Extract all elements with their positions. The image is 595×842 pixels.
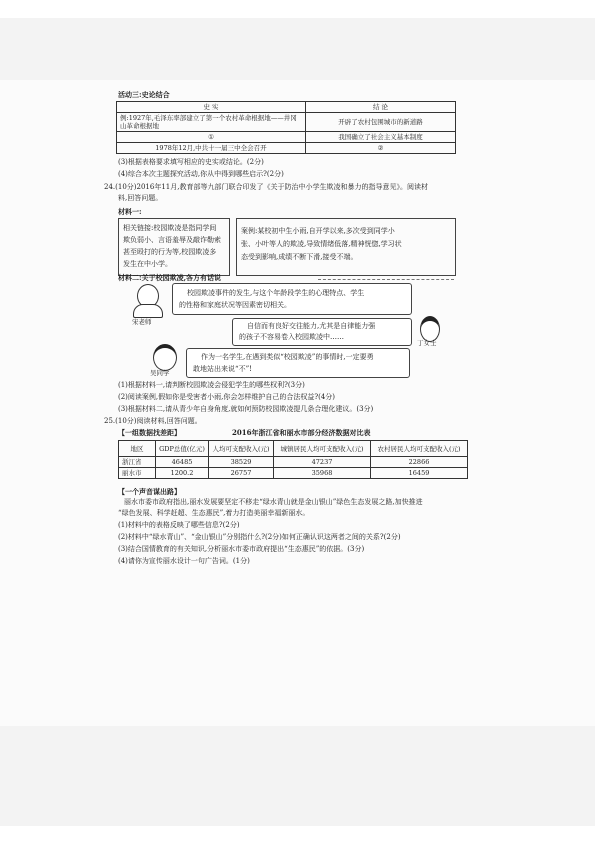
table-header: 史 实 [117,102,306,113]
link-line: 相关链接:校园欺凌是指同学间 [123,224,217,232]
table-cell: 1978年12月,中共十一届三中全会召开 [117,143,306,154]
q25-voice-line2: “绿色发展、科学赶超、生态惠民”,着力打造美丽幸福新丽水。 [118,509,310,517]
student-speech-line: 敢地站出来说“不”! [193,365,252,373]
case-line: 态受到影响,成绩不断下滑,接受不端。 [241,253,358,261]
q25-table-title: 2016年浙江省和丽水市部分经济数据对比表 [232,428,371,437]
student-avatar [153,344,177,371]
economic-data-table [118,440,468,479]
teacher-speech-bubble [172,283,412,315]
q25-intro: 25.(10分)阅读材料,回答问题。 [104,417,202,425]
activity3-q4: (4)综合本次主题探究活动,你从中得到哪些启示?(2分) [118,170,284,178]
q24-q2: (2)阅读案例,假如你是受害者小雨,你会怎样维护自己的合法权益?(4分) [118,393,336,401]
q25-q4: (4)请你为宣传丽水设计一句广告词。(1分) [118,557,250,565]
lady-speech-line: 的孩子不容易卷入校园欺凌中…… [239,333,344,341]
teacher-shoulders [133,304,163,318]
q24-q1: (1)根据材料一,请判断校园欺凌会侵犯学生的哪些权利?(3分) [118,381,305,389]
activity3-q3: (3)根据表格要求填写相应的史实或结论。(2分) [118,158,264,166]
activity3-title: 活动三:史论结合 [118,90,170,99]
q24-intro-line2: 料,回答问题。 [118,194,163,202]
case-line: 案例:某校初中生小雨,自开学以来,多次受到同学小 [241,227,395,235]
table-cell: 开辟了农村包围城市的新道路 [306,113,456,132]
q24-material2-label: 材料二:关于校园欺凌,各方有话说 [118,273,222,282]
related-link-box [118,218,230,276]
teacher-speech-line: 的性格和家庭状况等因素密切相关。 [179,301,291,309]
faint-dashes [318,279,454,280]
q25-q3: (3)结合国情教育的有关知识,分析丽水市委市政府提出“生态惠民”的依据。(3分) [118,545,365,553]
table-cell: ① [117,132,306,143]
table-cell: 46485 [156,457,209,468]
table-header: 人均可支配收入(元) [209,441,274,457]
teacher-speech-line: 校园欺凌事件的发生,与这个年龄段学生的心理特点、学生 [187,289,365,297]
student-speech-bubble [186,348,410,378]
q24-material1-label: 材料一: [118,207,142,216]
table-header: 地区 [119,441,156,457]
table-cell: 例:1927年,毛泽东率部建立了第一个农村革命根据地——井冈山革命根据地 [117,113,306,132]
table-cell: 丽水市 [119,468,156,479]
bottom-gray-band [0,726,595,826]
exam-paper [0,80,595,726]
lady-name: 丁女士 [417,339,437,347]
q25-q1: (1)材料中的表格反映了哪些信息?(2分) [118,521,240,529]
table-cell: 我国确立了社会主义基本制度 [306,132,456,143]
student-name: 吴同学 [150,369,170,377]
table-header: 农村居民人均可支配收入(元) [371,441,468,457]
lady-speech-line: 自信而有良好交往能力,尤其是自律能力强 [247,322,376,330]
q25-data-label: 【一组数据找差距】 [118,428,181,437]
table-cell: 26757 [209,468,274,479]
table-cell: 16459 [371,468,468,479]
q24-intro-line1: 24.(10分)2016年11月,教育部等九部门联合印发了《关于防治中小学生欺凌和暴力的指导意见》。阅读材 [104,183,428,191]
table-header: 结 论 [306,102,456,113]
table-cell: 浙江省 [119,457,156,468]
table-header: GDP总值(亿元) [156,441,209,457]
q25-voice-line1: 丽水市委市政府指出,丽水发展要坚定不移走“绿水青山就是金山银山”绿色生态发展之路,加快推进 [124,498,423,506]
q25-voice-label: 【一个声音谋出路】 [118,487,181,496]
top-gray-band [0,18,595,80]
link-line: 欺负弱小、言语羞辱及敲诈勒索 [123,236,221,244]
q25-q2: (2)材料中“绿水青山”、“金山银山”分别指什么?(2分)如何正确认识这两者之间的关系?(2分) [118,533,401,541]
table-cell: 47237 [274,457,371,468]
teacher-name: 宋老师 [132,318,152,326]
table-header: 城镇居民人均可支配收入(元) [274,441,371,457]
table-cell: 35968 [274,468,371,479]
case-line: 张、小叶等人的欺凌,导致情绪低落,精神恍惚,学习状 [241,240,402,248]
lady-speech-bubble [232,318,412,346]
table-cell: 22866 [371,457,468,468]
table-cell: 38529 [209,457,274,468]
link-line: 甚至殴打的行为等,校园欺凌多 [123,248,217,256]
student-speech-line: 作为一名学生,在遇到类似“校园欺凌”的事情时,一定要勇 [201,353,374,361]
case-box [236,218,456,276]
q24-q3: (3)根据材料二,请从青少年自身角度,就如何预防校园欺凌提几条合理化建议。(3分) [118,405,374,413]
activity3-table [116,101,456,154]
link-line: 发生在中小学。 [123,260,172,268]
table-cell: 1200.2 [156,468,209,479]
table-cell: ② [306,143,456,154]
